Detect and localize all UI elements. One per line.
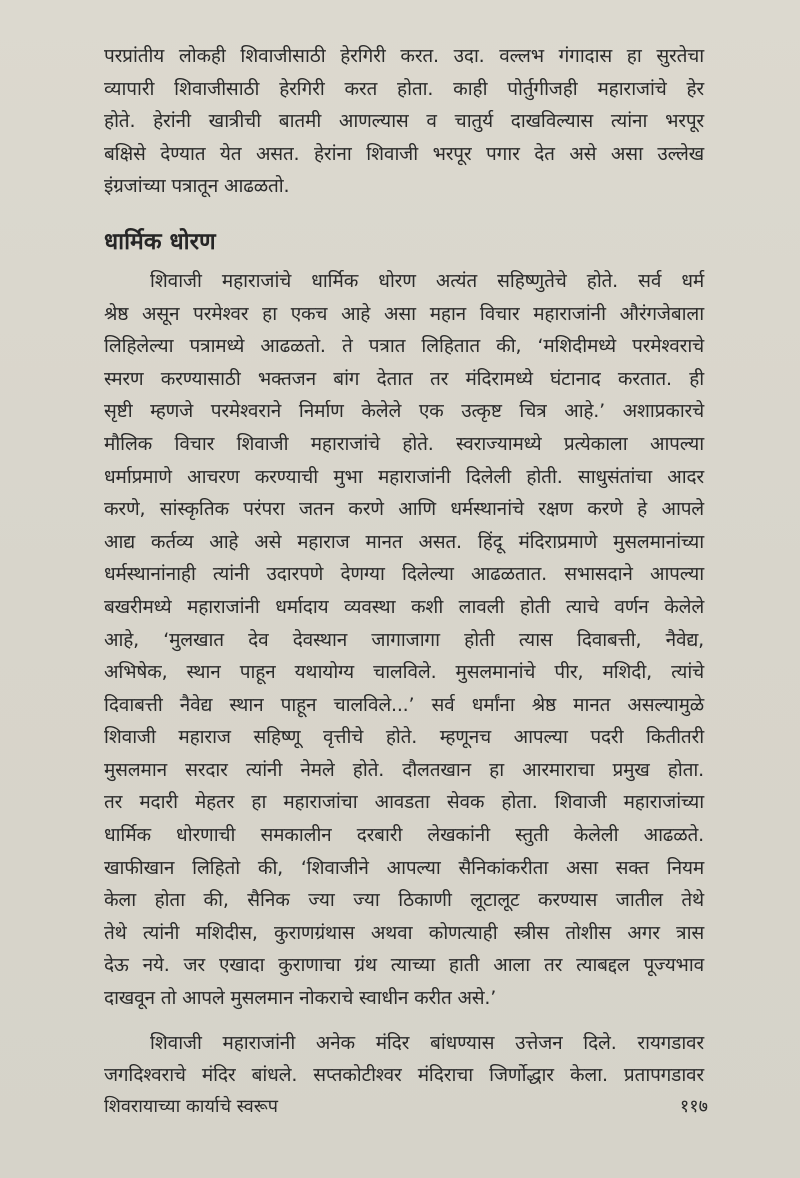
paragraph-3 — [104, 1027, 704, 1092]
text-line: लिहिलेल्या पत्रामध्ये आढळतो. ते पत्रात लिहितात की, ‘मशिदीमध्ये परमेश्वराचे — [104, 335, 704, 358]
text-line: देऊ नये. जर एखादा कुराणाचा ग्रंथ त्याच्या हाती आला तर त्याबद्दल पूज्यभाव — [104, 954, 704, 977]
text-line: आद्य कर्तव्य आहे असे महाराज मानत असत. हिंदू मंदिराप्रमाणे मुसलमानांच्या — [104, 530, 704, 553]
text-line: सृष्टी म्हणजे परमेश्वराने निर्माण केलेले एक उत्कृष्ट चित्र आहे.’ अशाप्रकारचे — [104, 400, 704, 423]
text-line: केला होता की, सैनिक ज्या ज्या ठिकाणी लूटालूट करण्यास जातील तेथे — [104, 889, 704, 912]
text-line: धर्मस्थानांनाही त्यांनी उदारपणे देणग्या दिलेल्या आढळतात. सभासदाने आपल्या — [104, 563, 704, 586]
text-line: आहे, ‘मुलखात देव देवस्थान जागाजागा होती त्यास दिवाबत्ती, नैवेद्य, — [104, 628, 704, 651]
page-body — [104, 40, 704, 1092]
text-line: धर्माप्रमाणे आचरण करण्याची मुभा महाराजांनी दिलेली होती. साधुसंतांचा आदर — [104, 465, 704, 488]
text-line: होते. हेरांनी खात्रीची बातमी आणल्यास व चातुर्य दाखविल्यास त्यांना भरपूर — [104, 110, 704, 133]
text-line: श्रेष्ठ असून परमेश्वर हा एकच आहे असा महान विचार महाराजांनी औरंगजेबाला — [104, 302, 704, 325]
page-footer — [104, 1094, 708, 1124]
paragraph-1 — [104, 40, 704, 203]
text-line: करणे, सांस्कृतिक परंपरा जतन करणे आणि धर्मस्थानांचे रक्षण करणे हे आपले — [104, 498, 704, 521]
text-line: व्यापारी शिवाजीसाठी हेरगिरी करत होता. काही पोर्तुगीजही महाराजांचे हेर — [104, 77, 704, 100]
text-line: मुसलमान सरदार त्यांनी नेमले होते. दौलतखान हा आरमाराचा प्रमुख होता. — [104, 758, 704, 781]
text-line: अभिषेक, स्थान पाहून यथायोग्य चालविले. मुसलमानांचे पीर, मशिदी, त्यांचे — [104, 661, 704, 684]
text-line: तर मदारी मेहतर हा महाराजांचा आवडता सेवक होता. शिवाजी महाराजांच्या — [104, 791, 704, 814]
text-line: दाखवून तो आपले मुसलमान नोकराचे स्वाधीन करीत असे.’ — [104, 987, 497, 1010]
section-heading: धार्मिक धोरण — [104, 228, 216, 255]
text-line: शिवाजी महाराजांनी अनेक मंदिर बांधण्यास उत्तेजन दिले. रायगडावर — [150, 1031, 704, 1054]
text-line: तेथे त्यांनी मशिदीस, कुराणग्रंथास अथवा कोणत्याही स्त्रीस तोशीस अगर त्रास — [104, 921, 704, 944]
text-line: खाफीखान लिहितो की, ‘शिवाजीने आपल्या सैनिकांकरीता असा सक्त नियम — [104, 856, 704, 879]
text-line: परप्रांतीय लोकही शिवाजीसाठी हेरगिरी करत. उदा. वल्लभ गंगादास हा सुरतेचा — [104, 45, 704, 67]
text-line: बक्षिसे देण्यात येत असत. हेरांना शिवाजी भरपूर पगार देत असे असा उल्लेख — [104, 142, 704, 165]
paragraph-2 — [104, 265, 704, 1015]
text-line: स्मरण करण्यासाठी भक्तजन बांग देतात तर मंदिरामध्ये घंटानाद करतात. ही — [104, 367, 704, 390]
text-line: मौलिक विचार शिवाजी महाराजांचे होते. स्वराज्यामध्ये प्रत्येकाला आपल्या — [104, 432, 704, 455]
text-line: धार्मिक धोरणाची समकालीन दरबारी लेखकांनी स्तुती केलेली आढळते. — [104, 824, 704, 847]
paragraph-spacer — [104, 1015, 704, 1027]
text-line: इंग्रजांच्या पत्रातून आढळतो. — [104, 175, 290, 198]
text-line: शिवाजी महाराज सहिष्णू वृत्तीचे होते. म्हणूनच आपल्या पदरी कितीतरी — [104, 726, 704, 749]
text-line: बखरीमध्ये महाराजांनी धर्मादाय व्यवस्था कशी लावली होती त्याचे वर्णन केलेले — [104, 595, 704, 618]
page-number: ११७ — [679, 1096, 708, 1117]
text-line: जगदिश्वराचे मंदिर बांधले. सप्तकोटीश्वर मंदिराचा जिर्णोद्धार केला. प्रतापगडावर — [104, 1064, 704, 1087]
text-line: दिवाबत्ती नैवेद्य स्थान पाहून चालविले...’ सर्व धर्मांना श्रेष्ठ मानत असल्यामुळे — [104, 693, 704, 716]
text-line: शिवाजी महाराजांचे धार्मिक धोरण अत्यंत सहिष्णुतेचे होते. सर्व धर्म — [150, 269, 704, 292]
running-footer-title: शिवरायाच्या कार्याचे स्वरूप — [104, 1096, 278, 1117]
